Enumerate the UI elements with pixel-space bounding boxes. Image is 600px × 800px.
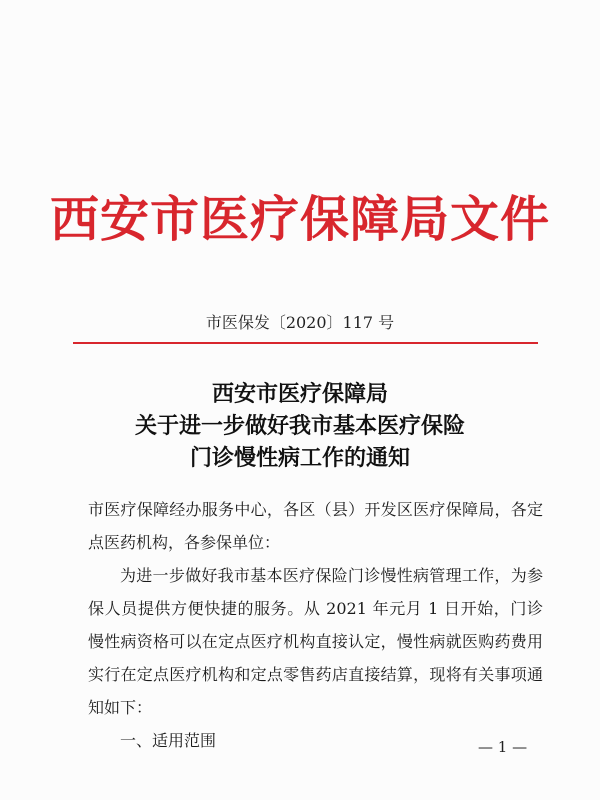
red-divider-line xyxy=(73,342,538,344)
issuer-header-title: 西安市医疗保障局文件 xyxy=(49,191,550,248)
section-heading-1: 一、适用范围 xyxy=(120,731,217,750)
title-line-1: 西安市医疗保障局 xyxy=(211,381,388,407)
notice-body xyxy=(88,493,543,757)
page-number: — 1 — xyxy=(478,738,528,756)
title-line-2: 关于进一步做好我市基本医疗保险 xyxy=(134,413,465,439)
title-line-3: 门诊慢性病工作的通知 xyxy=(189,445,410,471)
document-number: 市医保发〔2020〕117 号 xyxy=(205,313,395,332)
notice-title xyxy=(0,378,600,474)
body-paragraph-1: 为进一步做好我市基本医疗保险门诊慢性病管理工作，为参保人员提供方便快捷的服务。从 2021 年元月 1 日开始，门诊慢性病资格可以在定点医疗机构直接认定，慢性病就医购药费用实行在定点医疗机构和定点零售药店直接结算，现将有关事项通知如下： xyxy=(88,566,543,717)
addressees-paragraph: 市医疗保障经办服务中心，各区（县）开发区医疗保障局，各定点医药机构，各参保单位： xyxy=(88,500,543,552)
